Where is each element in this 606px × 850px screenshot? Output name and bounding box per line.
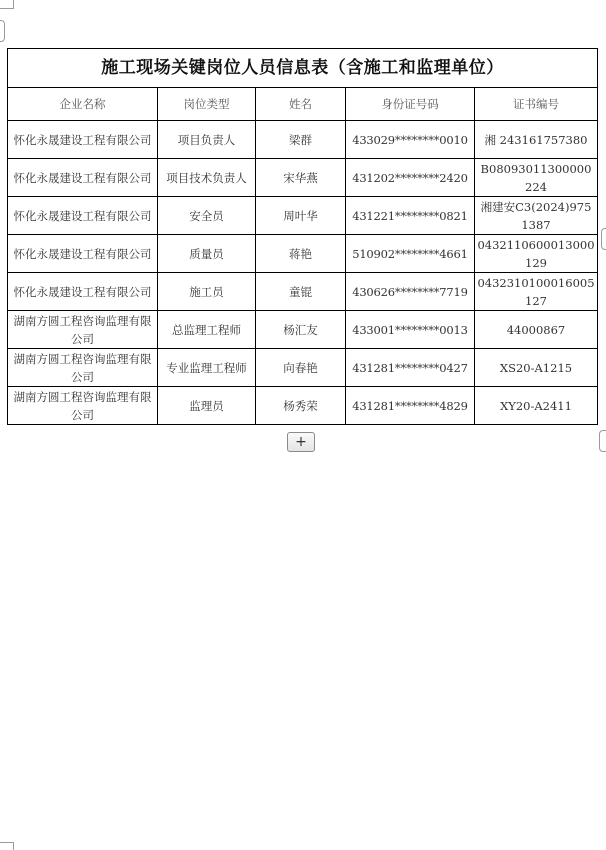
cell-company[interactable]: 怀化永晟建设工程有限公司 — [8, 197, 158, 235]
cell-company[interactable]: 怀化永晟建设工程有限公司 — [8, 121, 158, 159]
cell-certificate[interactable]: 湘 243161757380 — [475, 121, 598, 159]
cell-position[interactable]: 监理员 — [158, 387, 256, 425]
cell-id-number[interactable]: 431281********4829 — [346, 387, 475, 425]
cell-id-number[interactable]: 431202********2420 — [346, 159, 475, 197]
cell-position[interactable]: 项目负责人 — [158, 121, 256, 159]
table-row — [8, 121, 598, 159]
table-title: 施工现场关键岗位人员信息表（含施工和监理单位） — [8, 49, 598, 88]
cell-position[interactable]: 项目技术负责人 — [158, 159, 256, 197]
header-position: 岗位类型 — [158, 88, 256, 121]
crop-mark-bottom-left-h — [0, 842, 14, 843]
cell-company[interactable]: 怀化永晟建设工程有限公司 — [8, 235, 158, 273]
table-title-row — [8, 49, 598, 88]
table-row — [8, 159, 598, 197]
cell-id-number[interactable]: 510902********4661 — [346, 235, 475, 273]
cell-name[interactable]: 周叶华 — [256, 197, 346, 235]
cell-company[interactable]: 湖南方圆工程咨询监理有限公司 — [8, 387, 158, 425]
cell-id-number[interactable]: 431281********0427 — [346, 349, 475, 387]
cell-id-number[interactable]: 430626********7719 — [346, 273, 475, 311]
table-header-row — [8, 88, 598, 121]
table-row — [8, 311, 598, 349]
cell-name[interactable]: 童锟 — [256, 273, 346, 311]
table-row — [8, 235, 598, 273]
cell-id-number[interactable]: 433029********0010 — [346, 121, 475, 159]
cell-company[interactable]: 湖南方圆工程咨询监理有限公司 — [8, 349, 158, 387]
cell-certificate[interactable]: XS20-A1215 — [475, 349, 598, 387]
cell-company[interactable]: 怀化永晟建设工程有限公司 — [8, 159, 158, 197]
cell-certificate[interactable]: 44000867 — [475, 311, 598, 349]
table-row — [8, 387, 598, 425]
cell-position[interactable]: 专业监理工程师 — [158, 349, 256, 387]
crop-mark-bottom-left-v — [13, 842, 14, 850]
cell-name[interactable]: 向春艳 — [256, 349, 346, 387]
cell-certificate[interactable]: 湘建安C3(2024)9751387 — [475, 197, 598, 235]
add-row-button[interactable]: + — [287, 432, 315, 452]
table-row — [8, 273, 598, 311]
cell-id-number[interactable]: 433001********0013 — [346, 311, 475, 349]
cell-position[interactable]: 总监理工程师 — [158, 311, 256, 349]
table-row — [8, 197, 598, 235]
cell-certificate[interactable]: 0432310100016005127 — [475, 273, 598, 311]
cell-certificate[interactable]: 0432110600013000129 — [475, 235, 598, 273]
cell-certificate[interactable]: XY20-A2411 — [475, 387, 598, 425]
cell-name[interactable]: 蒋艳 — [256, 235, 346, 273]
cell-name[interactable]: 杨秀荣 — [256, 387, 346, 425]
left-side-tab[interactable] — [0, 20, 5, 42]
right-side-tab[interactable] — [601, 228, 606, 250]
table-row — [8, 349, 598, 387]
header-company: 企业名称 — [8, 88, 158, 121]
crop-mark-top-left-v — [13, 0, 14, 9]
cell-company[interactable]: 怀化永晟建设工程有限公司 — [8, 273, 158, 311]
cell-id-number[interactable]: 431221********0821 — [346, 197, 475, 235]
cell-name[interactable]: 杨汇友 — [256, 311, 346, 349]
cell-name[interactable]: 梁群 — [256, 121, 346, 159]
cell-name[interactable]: 宋华燕 — [256, 159, 346, 197]
personnel-info-table — [7, 48, 598, 425]
cell-position[interactable]: 质量员 — [158, 235, 256, 273]
cell-company[interactable]: 湖南方圆工程咨询监理有限公司 — [8, 311, 158, 349]
cell-certificate[interactable]: B08093011300000224 — [475, 159, 598, 197]
crop-mark-top-left-h — [0, 8, 14, 9]
right-side-tab-lower[interactable] — [599, 430, 606, 452]
header-id-number: 身份证号码 — [346, 88, 475, 121]
header-name: 姓名 — [256, 88, 346, 121]
cell-position[interactable]: 安全员 — [158, 197, 256, 235]
header-certificate: 证书编号 — [475, 88, 598, 121]
cell-position[interactable]: 施工员 — [158, 273, 256, 311]
